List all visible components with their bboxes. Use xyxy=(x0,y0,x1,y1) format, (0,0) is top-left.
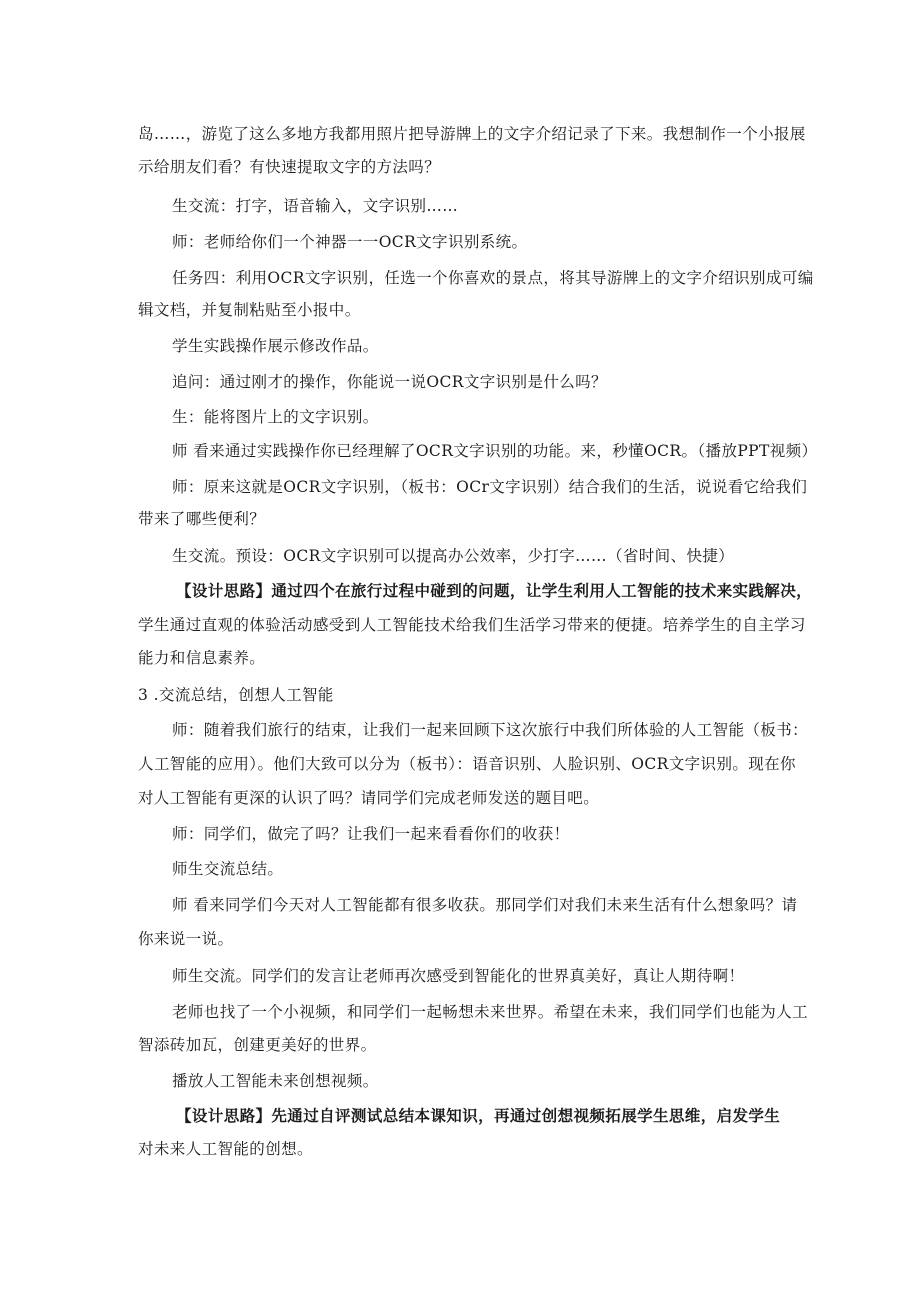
paragraph-line: 老师也找了一个小视频，和同学们一起畅想未来世界。希望在未来，我们同学们也能为人工 xyxy=(172,1003,809,1021)
paragraph-line: 生交流：打字，语音输入，文字识别…… xyxy=(172,197,459,215)
paragraph-line: 师：随着我们旅行的结束，让我们一起来回顾下这次旅行中我们所体验的人工智能（板书： xyxy=(172,721,809,739)
paragraph-line: 岛……，游览了这么多地方我都用照片把导游牌上的文字介绍记录了下来。我想制作一个小报展 xyxy=(138,125,806,143)
design-note-line: 【设计思路】先通过自评测试总结本课知识，再通过创想视频拓展学生思维，启发学生 xyxy=(176,1106,781,1125)
design-note-line: 【设计思路】通过四个在旅行过程中碰到的问题，让学生利用人工智能的技术来实践解决， xyxy=(176,581,813,600)
paragraph-line: 能力和信息素养。 xyxy=(138,649,266,667)
paragraph-line: 人工智能的应用）。他们大致可以分为（板书）：语音识别、人脸识别、OCR文字识别。现在你 xyxy=(138,755,796,773)
paragraph-line: 师 看来同学们今天对人工智能都有很多收获。那同学们对我们未来生活有什么想象吗？请 xyxy=(172,896,798,914)
paragraph-line: 播放人工智能未来创想视频。 xyxy=(172,1072,379,1090)
paragraph-line: 对未来人工智能的创想。 xyxy=(138,1140,313,1158)
section-heading: 3 .交流总结，创想人工智能 xyxy=(138,686,334,704)
paragraph-line: 生：能将图片上的文字识别。 xyxy=(172,408,379,426)
paragraph-line: 辑文档，并复制粘贴至小报中。 xyxy=(138,301,361,319)
paragraph-line: 学生通过直观的体验活动感受到人工智能技术给我们生活学习带来的便捷。培养学生的自主学习 xyxy=(138,616,806,634)
paragraph-line: 追问：通过刚才的操作，你能说一说OCR文字识别是什么吗？ xyxy=(172,373,607,391)
paragraph-line: 师生交流总结。 xyxy=(172,860,284,878)
paragraph-line: 师 看来通过实践操作你已经理解了OCR文字识别的功能。来，秒懂OCR。（播放PPT视频） xyxy=(172,442,818,460)
paragraph-line: 师生交流。同学们的发言让老师再次感受到智能化的世界真美好，真让人期待啊！ xyxy=(172,967,745,985)
paragraph-line: 任务四：利用OCR文字识别，任选一个你喜欢的景点，将其导游牌上的文字介绍识别成可编 xyxy=(172,269,814,287)
paragraph-line: 智添砖加瓦，创建更美好的世界。 xyxy=(138,1036,377,1054)
paragraph-line: 学生实践操作展示修改作品。 xyxy=(172,337,379,355)
paragraph-line: 带来了哪些便利？ xyxy=(138,510,266,528)
paragraph-line: 示给朋友们看？有快速提取文字的方法吗？ xyxy=(138,158,441,176)
paragraph-line: 生交流。预设：OCR文字识别可以提高办公效率，少打字……（省时间、快捷） xyxy=(172,547,735,565)
paragraph-line: 你来说一说。 xyxy=(138,930,234,948)
paragraph-line: 师：老师给你们一个神器一一OCR文字识别系统。 xyxy=(172,233,528,251)
paragraph-line: 对人工智能有更深的认识了吗？请同学们完成老师发送的题目吧。 xyxy=(138,789,600,807)
paragraph-line: 师：原来这就是OCR文字识别，（板书：OCr文字识别）结合我们的生活，说说看它给我们 xyxy=(172,478,808,496)
paragraph-line: 师：同学们，做完了吗？让我们一起来看看你们的收获！ xyxy=(172,825,570,843)
